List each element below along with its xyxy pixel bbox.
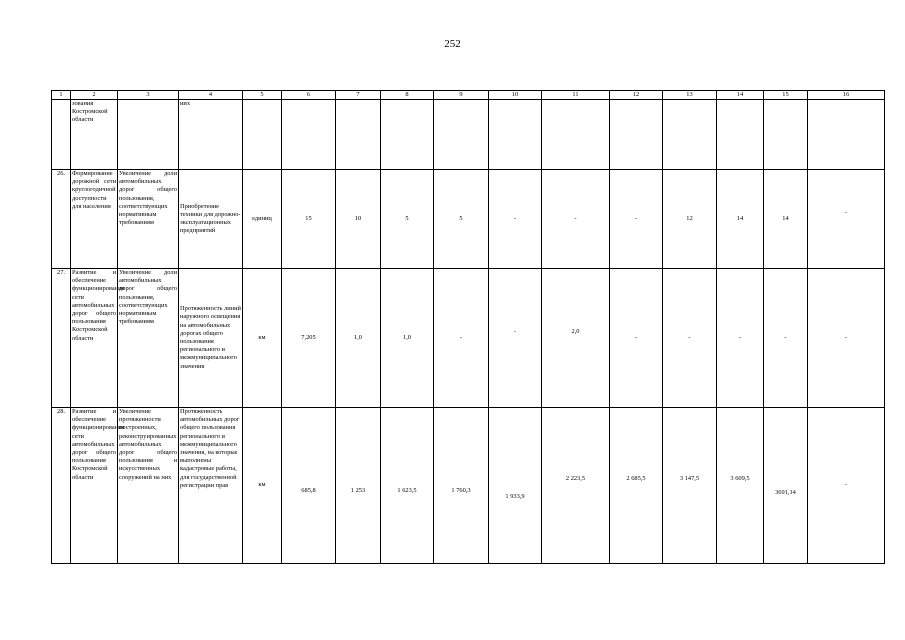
goal-description — [118, 100, 179, 170]
column-number: 3 — [118, 91, 179, 100]
column-number: 1 — [52, 91, 71, 100]
value-cell: - — [663, 269, 717, 408]
value-cell: 5 — [434, 170, 489, 269]
value-text: 2 685,5 — [626, 475, 646, 483]
value-cell: - — [610, 170, 663, 269]
value-cell: 14 — [764, 170, 808, 269]
value-cell — [610, 408, 663, 564]
value-cell — [542, 269, 610, 408]
goal-description: Увеличение протяженности построенных, реконструированных автомобильных дорог общего пользования и искусственных сооружений на них — [118, 408, 179, 564]
value-cell — [282, 408, 336, 564]
value-cell — [808, 170, 885, 269]
value-cell — [542, 100, 610, 170]
value-cell — [717, 100, 764, 170]
value-text: 3 147,5 — [679, 475, 700, 483]
value-cell: 15 — [282, 170, 336, 269]
value-cell — [434, 100, 489, 170]
unit: единиц — [243, 170, 282, 269]
row-number: 26. — [52, 170, 71, 269]
event-name: Развитие и обеспечение функционирования сети автомобильных дорог общего пользования Костромской области — [71, 408, 118, 564]
value-text: 1 760,3 — [451, 487, 471, 495]
value-cell — [542, 408, 610, 564]
table-row — [52, 408, 885, 564]
value-cell — [489, 100, 542, 170]
value-text: 3 609,5 — [730, 475, 750, 483]
value-cell: - — [610, 269, 663, 408]
column-number: 5 — [243, 91, 282, 100]
value-text: 1 623,5 — [397, 487, 417, 495]
value-cell — [336, 408, 381, 564]
value-cell: 10 — [336, 170, 381, 269]
value-cell — [663, 408, 717, 564]
unit: км — [243, 408, 282, 564]
value-text: 2 223,5 — [565, 475, 586, 483]
value-cell: - — [808, 269, 885, 408]
value-cell — [381, 100, 434, 170]
value-cell — [489, 408, 542, 564]
column-number: 2 — [71, 91, 118, 100]
value-cell: 1,0 — [381, 269, 434, 408]
value-text: - — [844, 208, 848, 216]
value-cell — [434, 408, 489, 564]
column-number: 9 — [434, 91, 489, 100]
value-cell: - — [542, 170, 610, 269]
value-text: 1 253 — [350, 487, 366, 495]
column-number: 15 — [764, 91, 808, 100]
value-cell: - — [717, 269, 764, 408]
value-cell: 7,205 — [282, 269, 336, 408]
value-text: 3691,14 — [775, 489, 796, 497]
row-number: 27. — [52, 269, 71, 408]
column-number: 10 — [489, 91, 542, 100]
value-cell — [489, 269, 542, 408]
column-number: 4 — [179, 91, 243, 100]
column-number: 11 — [542, 91, 610, 100]
column-number: 16 — [808, 91, 885, 100]
table-row — [52, 100, 885, 170]
column-number: 12 — [610, 91, 663, 100]
goal-description: Увеличение доли автомобильных дорог общего пользования, соответствующих нормативным требованиям — [118, 170, 179, 269]
column-number-row — [52, 91, 885, 100]
value-cell — [808, 100, 885, 170]
value-cell: - — [434, 269, 489, 408]
column-number: 13 — [663, 91, 717, 100]
row-number — [52, 100, 71, 170]
indicator-name: иих — [179, 100, 243, 170]
goal-description: Увеличение доли автомобильных дорог общего пользования, соответствующих нормативным требованиям — [118, 269, 179, 408]
value-cell — [764, 100, 808, 170]
value-cell: 14 — [717, 170, 764, 269]
value-text: 2,0 — [571, 327, 580, 335]
unit — [243, 100, 282, 170]
value-cell — [610, 100, 663, 170]
value-cell — [717, 408, 764, 564]
value-cell: - — [808, 408, 885, 564]
column-number: 14 — [717, 91, 764, 100]
indicator-name: Протяженность автомобильных дорог общего пользования регионального и межмуниципального значения, на которые выполнены кадастровые работы, для государственной регистрации прав — [179, 408, 243, 564]
row-number: 28. — [52, 408, 71, 564]
indicator-name: Приобретение техники для дорожно-эксплуатационных предприятий — [179, 170, 243, 269]
value-text: 685,8 — [301, 487, 316, 495]
event-name: Развитие и обеспечение функционирования сети автомобильных дорог общего пользования Костромской области — [71, 269, 118, 408]
value-cell: - — [489, 170, 542, 269]
value-cell: 5 — [381, 170, 434, 269]
value-cell — [336, 100, 381, 170]
value-text: 1 933,9 — [505, 493, 525, 501]
table-row — [52, 170, 885, 269]
value-cell — [764, 408, 808, 564]
indicator-table — [51, 90, 885, 564]
value-cell — [663, 100, 717, 170]
indicator-name: Протяженность линий наружного освещения на автомобильных дорогах общего пользования регионального и межмуниципального значения — [179, 269, 243, 408]
value-text: - — [513, 327, 517, 335]
value-cell: - — [764, 269, 808, 408]
unit: км — [243, 269, 282, 408]
value-cell: 12 — [663, 170, 717, 269]
value-cell — [381, 408, 434, 564]
column-number: 8 — [381, 91, 434, 100]
value-cell: 1,0 — [336, 269, 381, 408]
column-number: 6 — [282, 91, 336, 100]
column-number: 7 — [336, 91, 381, 100]
value-cell — [282, 100, 336, 170]
event-name: Формирование дорожной сети круглогодичной доступности для населения — [71, 170, 118, 269]
event-name: зования Костромской области — [71, 100, 118, 170]
page-number: 252 — [444, 38, 461, 50]
table-row — [52, 269, 885, 408]
